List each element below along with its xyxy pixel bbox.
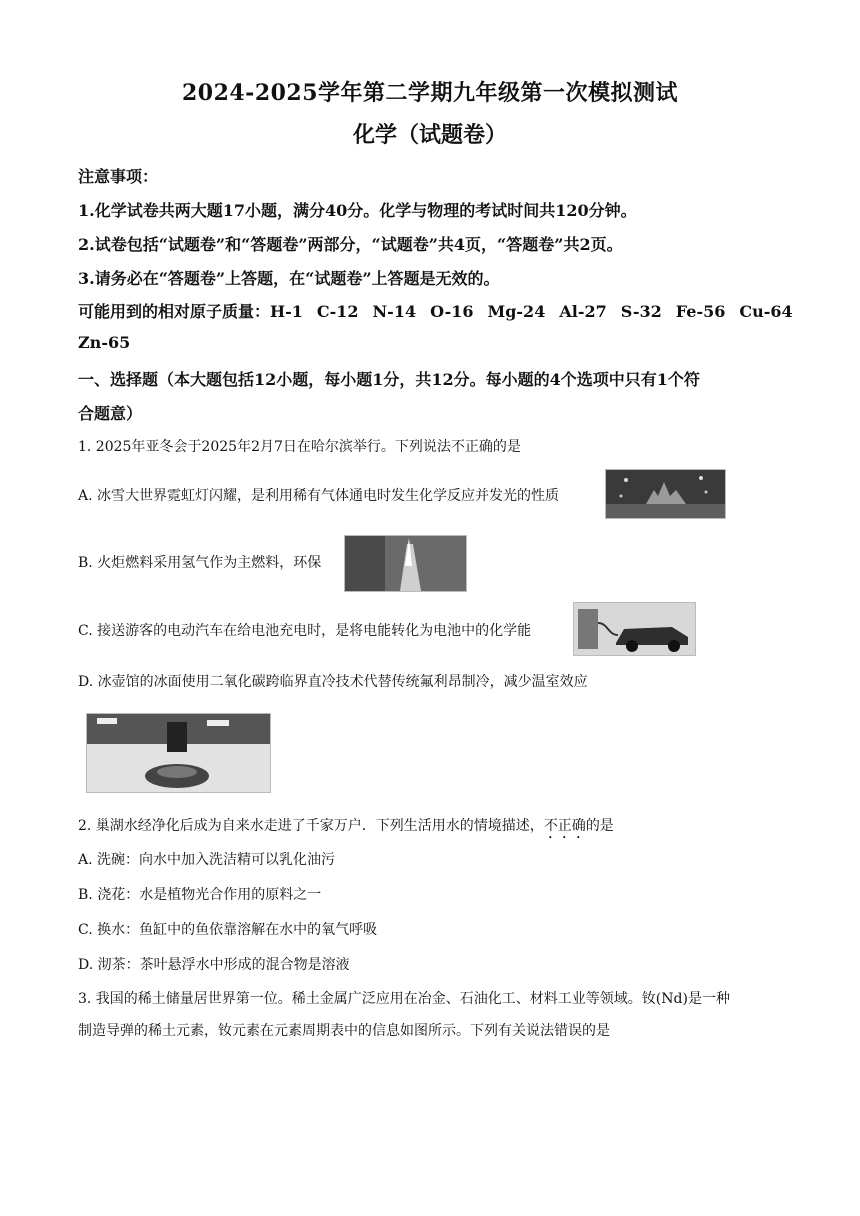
mass-item: N-14	[372, 302, 417, 321]
ice-festival-photo	[605, 469, 726, 519]
q1-stem: 1. 2025年亚冬会于2025年2月7日在哈尔滨举行。下列说法不正确的是	[78, 439, 521, 455]
mass-item: Cu-64	[739, 302, 793, 321]
q1-option-d: D. 冰壶馆的冰面使用二氧化碳跨临界直冷技术代替传统氟利昂制冷，减少温室效应	[78, 674, 588, 690]
note-item-2: 2.试卷包括“试题卷”和“答题卷”两部分，“试题卷”共4页，“答题卷”共2页。	[78, 235, 623, 254]
q1-option-b: B. 火炬燃料采用氢气作为主燃料，环保	[78, 555, 322, 571]
mass-item-overflow: Zn-65	[78, 333, 131, 352]
section1-heading: 一、选择题（本大题包括12小题，每小题1分，共12分。每小题的4个选项中只有1个符	[78, 370, 700, 389]
torch-photo	[344, 535, 467, 592]
q1-option-c: C. 接送游客的电动汽车在给电池充电时，是将电能转化为电池中的化学能	[78, 623, 532, 639]
curling-ice-photo	[86, 713, 271, 793]
exam-subtitle: 化学（试题卷）	[352, 122, 507, 148]
q2-option-c: C. 换水：鱼缸中的鱼依靠溶解在水中的氧气呼吸	[78, 922, 378, 938]
exam-title: 2024-2025学年第二学期九年级第一次模拟测试	[181, 80, 679, 106]
electric-car-charging-photo	[573, 602, 696, 656]
mass-item: H-1	[270, 302, 303, 321]
q2-stem-emphasis: 不正确	[543, 818, 586, 834]
mass-item: Mg-24	[487, 302, 546, 321]
q2-stem	[78, 815, 614, 842]
q3-stem-line1: 3. 我国的稀土储量居世界第一位。稀土金属广泛应用在冶金、石油化工、材料工业等领域。钕(Nd)是一种	[78, 991, 730, 1007]
q2-option-d: D. 沏茶：茶叶悬浮水中形成的混合物是溶液	[78, 957, 350, 973]
q3-stem-line2: 制造导弹的稀土元素，钕元素在元素周期表中的信息如图所示。下列有关说法错误的是	[78, 1023, 610, 1039]
mass-item: Al-27	[559, 302, 607, 321]
mass-item: S-32	[620, 302, 662, 321]
q1-option-a: A. 冰雪大世界霓虹灯闪耀，是利用稀有气体通电时发生化学反应并发光的性质	[78, 488, 560, 504]
q2-stem-pre: 2. 巢湖水经净化后成为自来水走进了千家万户．下列生活用水的情境描述，	[78, 818, 544, 834]
q2-option-a: A. 洗碗：向水中加入洗洁精可以乳化油污	[78, 852, 336, 868]
q2-option-b: B. 浇花：水是植物光合作用的原料之一	[78, 887, 322, 903]
notes-heading: 注意事项：	[78, 167, 159, 186]
note-item-1: 1.化学试卷共两大题17小题，满分40分。化学与物理的考试时间共120分钟。	[78, 201, 637, 220]
note-item-3: 3.请务必在“答题卷”上答题，在“试题卷”上答题是无效的。	[78, 269, 500, 288]
section1-heading-cont: 合题意）	[78, 404, 143, 423]
mass-item: C-12	[316, 302, 359, 321]
mass-item: O-16	[430, 302, 474, 321]
q2-stem-post: 的是	[585, 818, 614, 834]
atomic-masses	[78, 299, 793, 322]
mass-item: Fe-56	[675, 302, 726, 321]
atomic-masses-label: 可能用到的相对原子质量：	[78, 302, 271, 321]
